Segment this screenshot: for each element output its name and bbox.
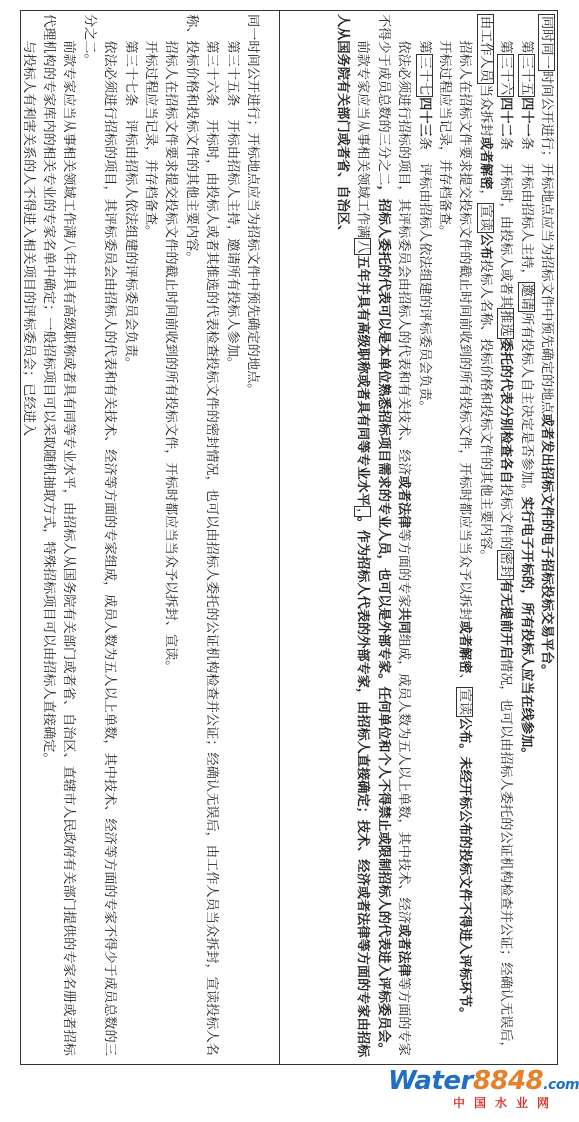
revised-article-42-p3: 开标过程应当记录，并存档备查。: [436, 40, 452, 239]
revised-article-43-p3: 前款专家应当从事相关领域工作满八五年并具有高级职称或者具有同等专业水平，。作为招标人代表的外部专家，由招标人直接确定；技术、经济或者法律等方面的专家由招标人从国务院有关部门或者省、自治区、: [334, 14, 371, 1058]
original-article-37-p4: 与投标人有利害关系的人不得进入相关项目的评标委员会；已经进入: [20, 40, 36, 437]
deleted-text: 由工作人员: [477, 16, 493, 82]
inserted-text: 四十三: [416, 97, 432, 137]
watermark-subtitle: 中国水业网: [452, 1096, 558, 1110]
revised-article-43-p2: 依法必须进行招标的项目，其评标委员会由招标人的代表和有关技术、经济或者法律等方面的专家共同组成，成员人数为五人以上单数，其中技术、经济或者法律等方面的专家不得少于成员总数的三分之二，招标人委托的代表可以是本单位熟悉招标项目需求的专业人员，也可以是外部专家。任何单位和个人不得禁止或限制招标人的代表进入评标委员会。: [375, 14, 412, 1056]
original-article-37-p2: 依法必须进行招标的项目，其评标委员会由招标人的代表和有关技术、经济等方面的专家组成，成员人数为五人以上单数，其中技术、经济等方面的专家不得少于成员总数的三分之二。: [81, 14, 118, 1056]
revised-p0: 同时同一时间公开进行；开标地点应当为招标文件中预先确定的地点或者发出招标文件的电子招标投标交易平台。: [539, 16, 554, 678]
deleted-text: 密封: [498, 551, 514, 578]
original-p0: 同一时间公开进行；开标地点应当为招标文件中预先确定的地点。: [245, 14, 260, 397]
original-text-column: [22, 14, 262, 1062]
watermark-logo: Water8848.com: [388, 1066, 579, 1096]
inserted-text: 实行电子开标的，所有投标人应当在线参加。: [518, 496, 534, 761]
original-article-37-p3: 前款专家应当从事相关领域工作满八年并具有高级职称或者具有同等专业水平，由招标人从国务院有关部门或者省、自治区、直辖市人民政府有关部门提供的专家名册或者招标代理机构的专家库内的相关专业的专家名单中确定；一般招标项目可以采取随机抽取方式，特殊招标项目可以由招标人直接确定。: [40, 14, 77, 1056]
deleted-text: 宣读: [477, 204, 493, 231]
deleted-text: 邀请: [518, 283, 534, 311]
deleted-text: 八: [355, 240, 371, 254]
site-watermark: [388, 1066, 579, 1116]
original-article-35: 第三十五条 开标由招标人主持，邀请所有投标人参加。: [224, 40, 240, 371]
deleted-text: 推选: [498, 310, 514, 337]
original-article-36: 第三十六条 开标时，由投标人或者其推选的代表检查投标文件的密封情况，也可以由招标人委托的公证机构检查并公证；经确认无误后，由工作人员当众拆封，宣读投标人名称、投标价格和投标文件的其他主要内容。: [183, 14, 220, 1056]
revised-article-41: 第三十五四十一条 开标由招标人主持，邀请所有投标人自主决定是否参加。实行电子开标的，所有投标人应当在线参加。: [518, 40, 534, 761]
deleted-text: 同时同一: [539, 16, 554, 69]
original-article-36-p3: 开标过程应当记录，并存档备查。: [142, 40, 158, 239]
deleted-text: 宣读: [457, 688, 473, 715]
deleted-text: 三十五: [518, 55, 534, 96]
revised-article-43: 第三十七四十三条 评标由招标人依法组建的评标委员会负责。: [416, 40, 432, 414]
deleted-text: ，: [355, 507, 371, 515]
original-article-37: 第三十七条 评标由招标人依法组建的评标委员会负责。: [122, 40, 138, 371]
inserted-text: 或者发出招标文件的电子招标投标交易平台。: [539, 413, 554, 678]
revised-article-42-p2: 招标人在招标文件要求提交投标文件的截止时间前收到的所有投标文件，开标时都应当当众予以拆封或者解密、宣读公布。未经开标公布的投标文件不得进入评标环节。: [457, 40, 473, 1021]
revised-article-42: 第三十六四十二条 开标时，由投标人或者其推选委托的代表分别检查各自投标文件的密封有无提前开启情况，也可以由招标人委托的公证机构检查并公证；经确认无误后，由工作人员当众拆封或者解密，宣读公布投标人名称、投标价格和投标文件的其他主要内容。: [477, 16, 514, 1055]
inserted-text: 四十二: [498, 97, 514, 137]
deleted-text: 三十七: [416, 55, 432, 96]
deleted-text: 三十六: [498, 55, 514, 96]
revised-text-column: [266, 14, 556, 1062]
original-article-36-p2: 招标人在招标文件要求提交投标文件的截止时间前收到的所有投标文件，开标时都应当当众予以拆封、宣读。: [163, 40, 179, 674]
inserted-text: 四十一: [518, 97, 534, 137]
